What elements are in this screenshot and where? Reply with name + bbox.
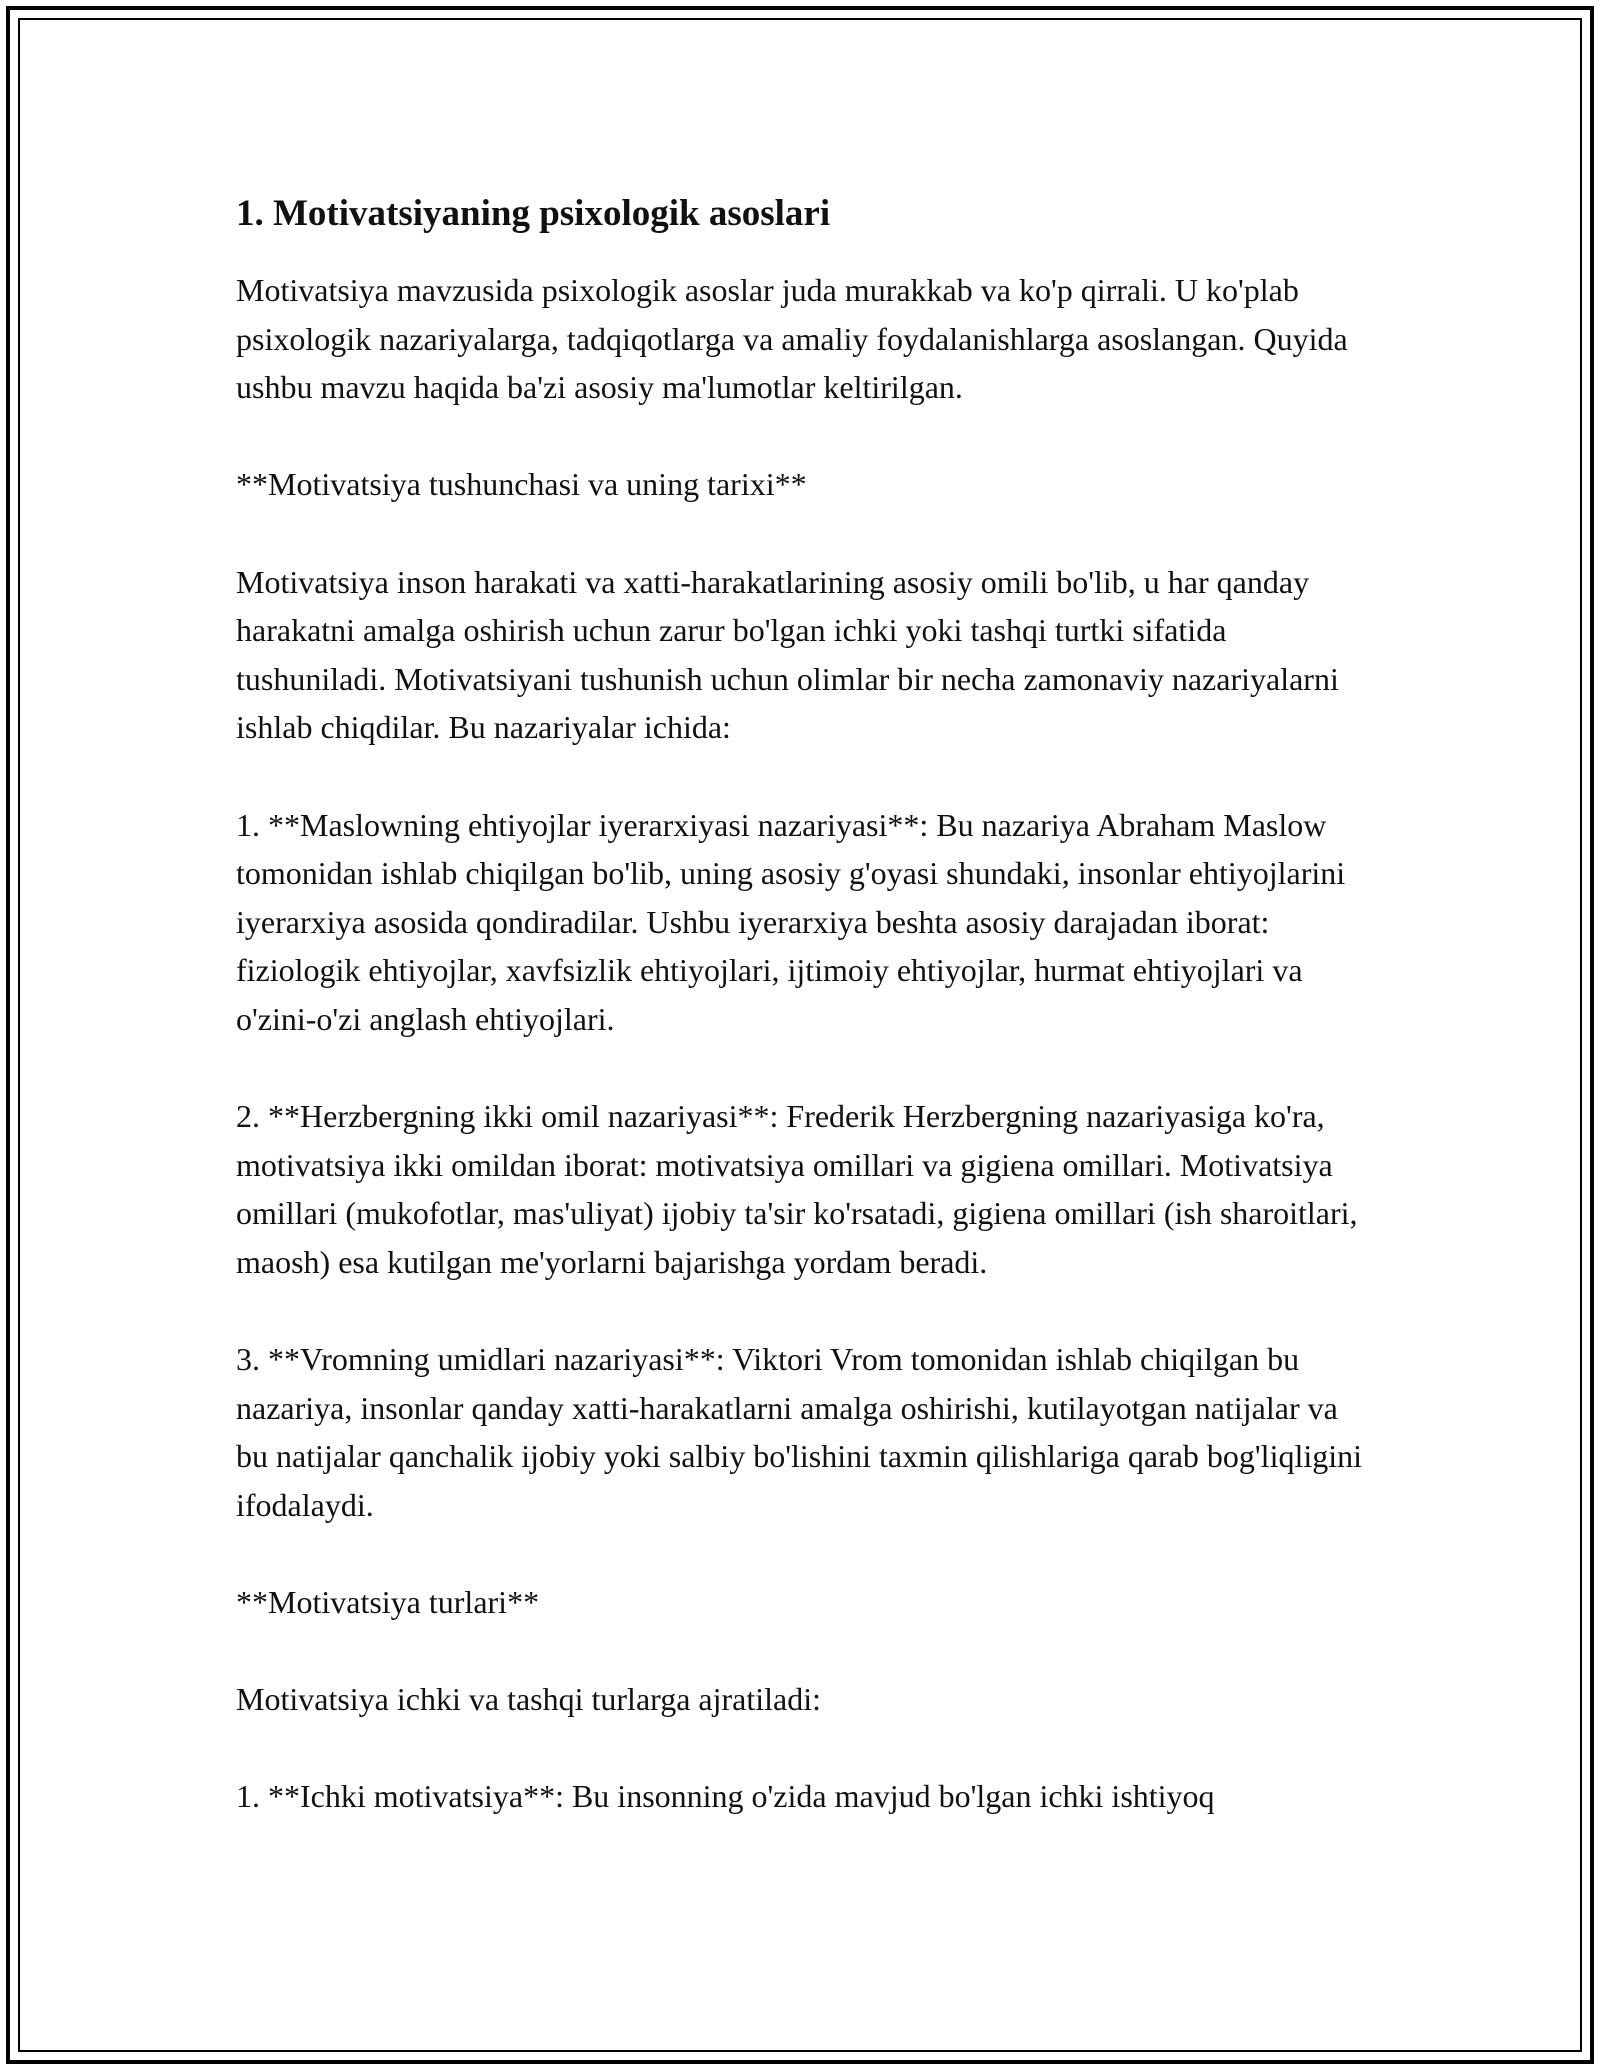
list-item-maslow: 1. **Maslowning ehtiyojlar iyerarxiyasi nazariyasi**: Bu nazariya Abraham Maslow tomonidan ishlab chiqilgan bo'lib, uning asosiy g'oyasi shundaki, insonlar ehtiyojlarini iyerarxiya asosida qondiradilar. Ushbu iyerarxiya beshta asosiy darajadan iborat: fiziologik ehtiyojlar, xavfsizlik ehtiyojlari, ijtimoiy ehtiyojlar, hurmat ehtiyojlari va o'zini-o'zi anglash ehtiyojlari. bbox=[236, 806, 1346, 1037]
list-item-intrinsic: 1. **Ichki motivatsiya**: Bu insonning o'zida mavjud bo'lgan ichki ishtiyoq bbox=[236, 1778, 1215, 1815]
paragraph-definition: Motivatsiya inson harakati va xatti-harakatlarining asosiy omili bo'lib, u har qanday harakatni amalga oshirish uchun zarur bo'lgan ichki yoki tashqi turtki sifatida tushuniladi. Motivatsiyani tushunish uchun olimlar bir necha zamonaviy nazariyalarni ishlab chiqdilar. Bu nazariyalar ichida: bbox=[236, 563, 1339, 746]
paragraph-intro: Motivatsiya mavzusida psixologik asoslar juda murakkab va ko'p qirrali. U ko'plab psixologik nazariyalarga, tadqiqotlarga va amaliy foydalanishlarga asoslangan. Quyida ushbu mavzu haqida ba'zi asosiy ma'lumotlar keltirilgan. bbox=[236, 272, 1348, 406]
list-item-herzberg: 2. **Herzbergning ikki omil nazariyasi**: Frederik Herzbergning nazariyasiga ko'ra, motivatsiya ikki omildan iborat: motivatsiya omillari va gigiena omillari. Motivatsiya omillari (mukofotlar, mas'uliyat) ijobiy ta'sir ko'rsatadi, gigiena omillari (ish sharoitlari, maosh) esa kutilgan me'yorlarni bajarishga yordam beradi. bbox=[236, 1098, 1358, 1280]
paragraph-types-intro: Motivatsiya ichki va tashqi turlarga ajratiladi: bbox=[236, 1681, 822, 1718]
section-heading-types: **Motivatsiya turlari** bbox=[236, 1584, 540, 1621]
section-heading-concept: **Motivatsiya tushunchasi va uning tarixi** bbox=[236, 466, 807, 503]
document-title: 1. Motivatsiyaning psixologik asoslari bbox=[236, 193, 831, 234]
list-item-vroom: 3. **Vromning umidlari nazariyasi**: Viktori Vrom tomonidan ishlab chiqilgan bu nazariya, insonlar qanday xatti-harakatlarni amalga oshirishi, kutilayotgan natijalar va bu natijalar qanchalik ijobiy yoki salbiy bo'lishini taxmin qilishlariga qarab bog'liqligini ifodalaydi. bbox=[236, 1341, 1363, 1523]
document-body bbox=[236, 186, 1366, 1821]
